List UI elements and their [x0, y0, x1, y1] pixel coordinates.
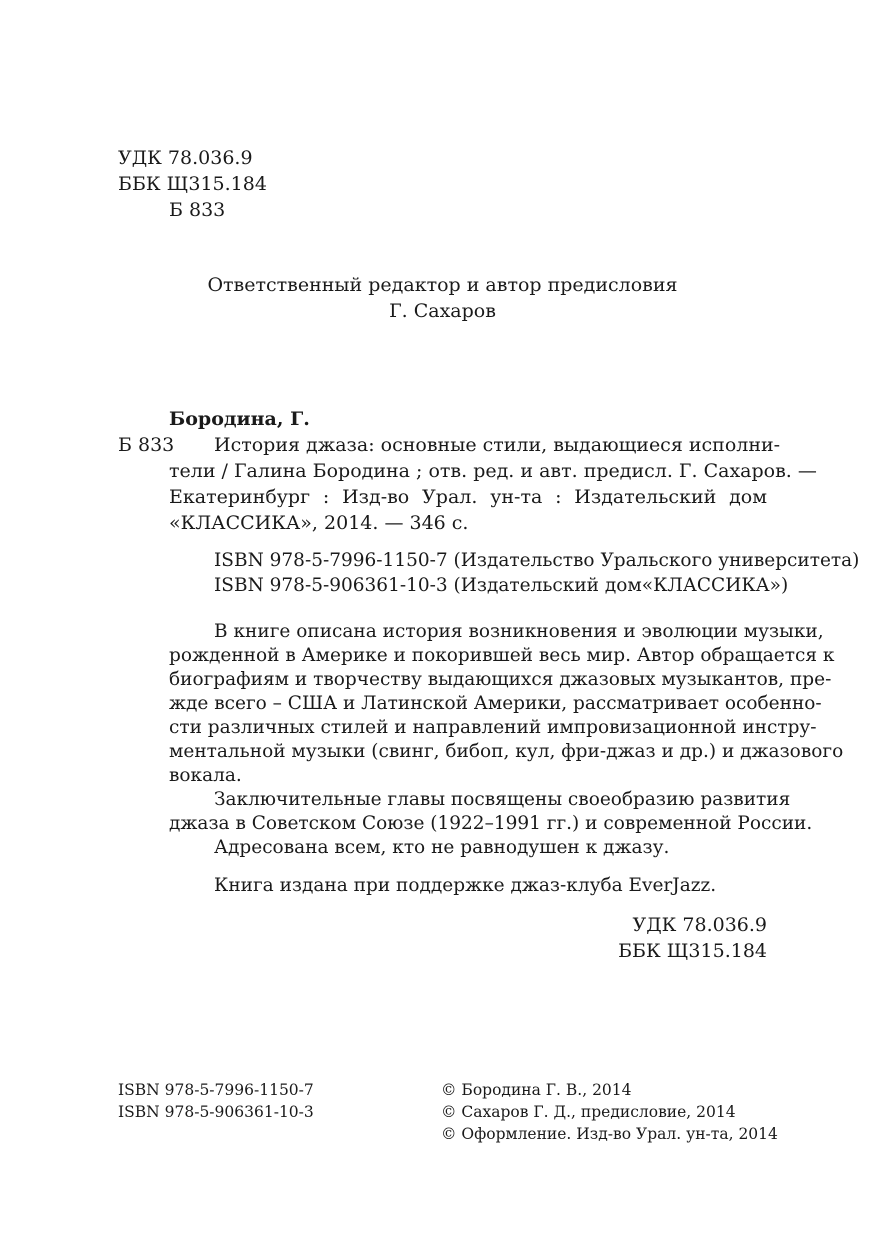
annotation-line: ментальной музыки (свинг, бибоп, кул, фри-джаз и др.) и джазового — [169, 741, 844, 762]
support-note: Книга издана при поддержке джаз-клуба EverJazz. — [214, 875, 717, 896]
annotation-line: биографиям и творчеству выдающихся джазовых музыкантов, пре- — [169, 669, 832, 690]
catalog-sign: Б 833 — [118, 434, 175, 456]
annotation-line: рожденной в Америке и покорившей весь мир. Автор обращается к — [169, 645, 835, 666]
annotation-line: джаза в Советском Союзе (1922–1991 гг.) и современной России. — [169, 813, 813, 834]
copyright-line: © Бородина Г. В., 2014 — [441, 1081, 632, 1099]
author-heading: Бородина, Г. — [169, 408, 310, 430]
description-line: «КЛАССИКА», 2014. — 346 с. — [169, 512, 469, 534]
description-line: тели / Галина Бородина ; отв. ред. и авт. предисл. Г. Сахаров. — — [169, 460, 817, 482]
annotation-line: сти различных стилей и направлений импровизационной инстру- — [169, 717, 817, 738]
bbk-code: ББК Щ315.184 — [118, 173, 267, 195]
footer-isbn-line: ISBN 978-5-7996-1150-7 — [118, 1081, 314, 1099]
footer-isbn-line: ISBN 978-5-906361-10-3 — [118, 1103, 314, 1121]
annotation-line: жде всего – США и Латинской Америки, рассматривает особенно- — [169, 693, 822, 714]
isbn-line: ISBN 978-5-906361-10-3 (Издательский дом«КЛАССИКА») — [214, 575, 789, 596]
annotation-line: Заключительные главы посвящены своеобразию развития — [214, 789, 791, 810]
description-line: История джаза: основные стили, выдающиеся исполни- — [214, 434, 781, 456]
udk-code-bottom: УДК 78.036.9 — [632, 914, 767, 936]
copyright-line: © Оформление. Изд-во Урал. ун-та, 2014 — [441, 1125, 778, 1143]
annotation-line: вокала. — [169, 765, 242, 786]
annotation-line: В книге описана история возникновения и эволюции музыки, — [214, 621, 824, 642]
editor-name: Г. Сахаров — [389, 300, 496, 322]
annotation-audience: Адресована всем, кто не равнодушен к джазу. — [214, 837, 670, 858]
isbn-line: ISBN 978-5-7996-1150-7 (Издательство Уральского университета) — [214, 550, 860, 571]
udk-code: УДК 78.036.9 — [118, 147, 253, 169]
copyright-line: © Сахаров Г. Д., предисловие, 2014 — [441, 1103, 736, 1121]
description-line: Екатеринбург : Изд-во Урал. ун-та : Издательский дом — [169, 486, 767, 508]
bbk-code-bottom: ББК Щ315.184 — [618, 940, 767, 962]
editor-role: Ответственный редактор и автор предисловия — [207, 274, 678, 296]
author-sign: Б 833 — [169, 199, 226, 221]
